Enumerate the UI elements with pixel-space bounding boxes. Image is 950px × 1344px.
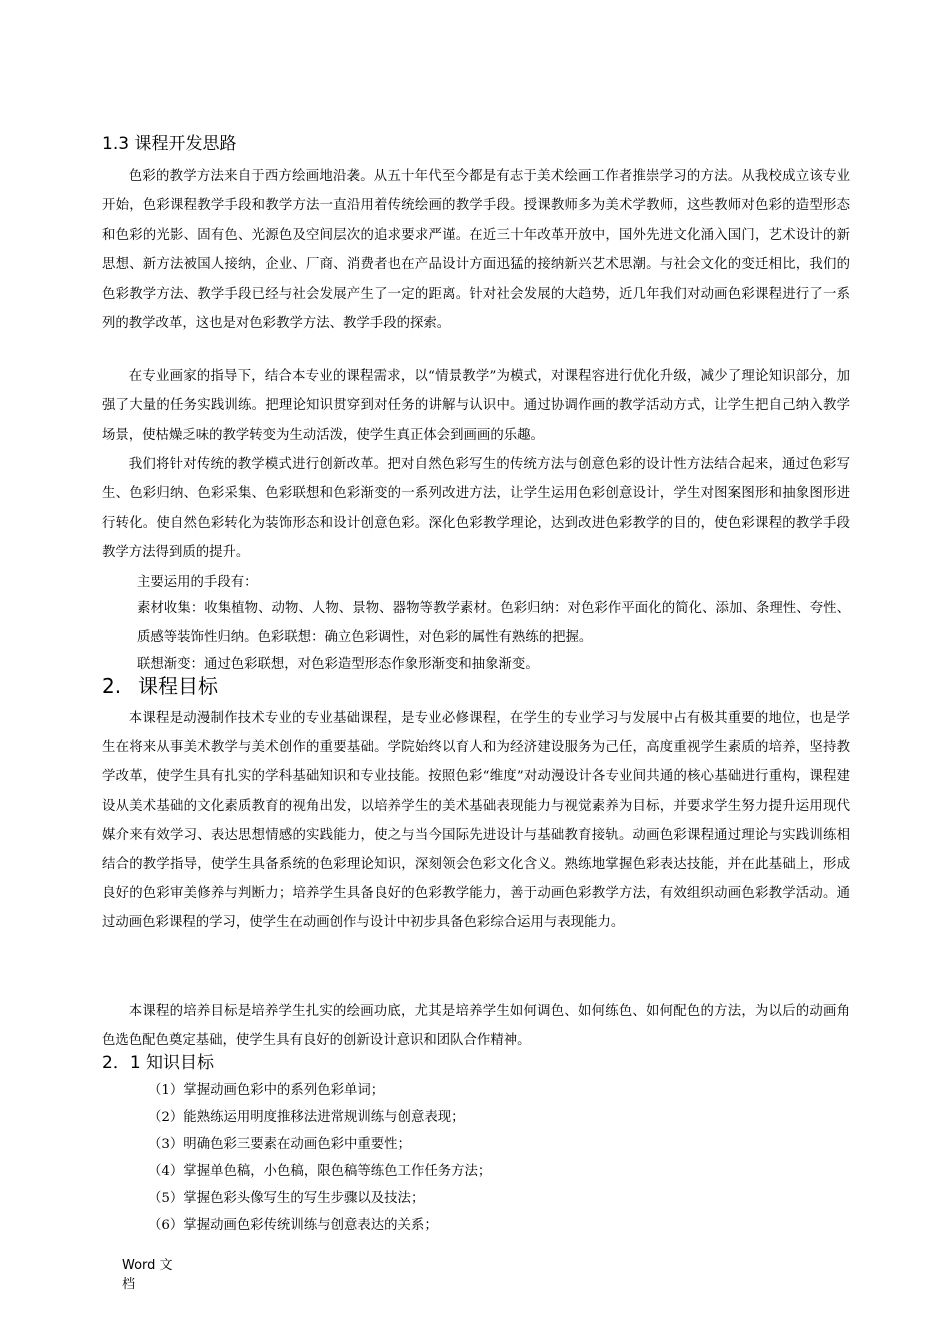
section-2-heading	[102, 672, 218, 700]
section-2-paragraph-1: 本课程是动漫制作技术专业的专业基础课程，是专业必修课程，在学生的专业学习与发展中占有极其重要的地位，也是学生在将来从事美术教学与美术创作的重要基础。学院始终以育人和为经济建设服务为己任，高度重视学生素质的培养，坚持教学改革，使学生具有扎实的学科基础知识和专业技能。按照色彩“维度”对动漫设计各专业间共通的核心基础进行重构，课程建设从美术基础的文化素质教育的视角出发，以培养学生的美术基础表现能力与视觉素养为目标，并要求学生努力提升运用现代媒介来有效学习、表达思想情感的实践能力，使之与当今国际先进设计与基础教育接轨。动画色彩课程通过理论与实践训练相结合的教学指导，使学生具备系统的色彩理论知识，深刻领会色彩文化含义。熟练地掌握色彩表达技能，并在此基础上，形成良好的色彩审美修养与判断力；培养学生具备良好的色彩教学能力，善于动画色彩教学方法，有效组织动画色彩教学活动。通过动画色彩课程的学习，使学生在动画创作与设计中初步具备色彩综合运用与表现能力。	[102, 711, 850, 931]
section-1-3-paragraph-3: 我们将针对传统的教学模式进行创新改革。把对自然色彩写生的传统方法与创意色彩的设计性方法结合起来，通过色彩写生、色彩归纳、色彩采集、色彩联想和色彩渐变的一系列改进方法，让学生运用色彩创意设计，学生对图案图形和抽象图形进行转化。使自然色彩转化为装饰形态和设计创意色彩。深化色彩教学理论，达到改进色彩教学的目的，使色彩课程的教学手段教学方法得到质的提升。	[102, 457, 850, 561]
knowledge-goal-item: （3）明确色彩三要素在动画色彩中重要性；	[148, 1137, 411, 1152]
means-item-gradient: 联想渐变：通过色彩联想，对色彩造型形态作象形渐变和抽象渐变。	[137, 657, 539, 672]
knowledge-goal-item: （6）掌握动画色彩传统训练与创意表达的关系；	[148, 1218, 438, 1233]
means-item-collection: 素材收集：收集植物、动物、人物、景物、器物等教学素材。色彩归纳：对色彩作平面化的简化、添加、条理性、夸性、质感等装饰性归纳。色彩联想：确立色彩调性，对色彩的属性有熟练的把握。	[137, 601, 850, 646]
section-2-number: 2.	[102, 674, 122, 698]
knowledge-goal-item: （2）能熟练运用明度推移法进常规训练与创意表现；	[148, 1110, 465, 1125]
knowledge-goal-item: （1）掌握动画色彩中的系列色彩单词；	[148, 1083, 385, 1098]
knowledge-goal-item: （4）掌握单色稿，小色稿，限色稿等练色工作任务方法；	[148, 1164, 492, 1179]
section-1-3-paragraph-2: 在专业画家的指导下，结合本专业的课程需求，以“情景教学”为模式，对课程容进行优化升级，减少了理论知识部分，加强了大量的任务实践训练。把理论知识贯穿到对任务的讲解与认识中。通过协调作画的教学活动方式，让学生把自己纳入教学场景，使枯燥乏味的教学转变为生动活泼，使学生真正体会到画画的乐趣。	[102, 369, 850, 443]
section-2-title: 课程目标	[138, 674, 218, 698]
page-footer: Word 文档	[122, 1258, 173, 1292]
section-1-3-heading: 1.3 课程开发思路	[102, 134, 237, 154]
means-label: 主要运用的手段有：	[137, 575, 258, 590]
section-1-3-paragraph-1: 色彩的教学方法来自于西方绘画地沿袭。从五十年代至今都是有志于美术绘画工作者推崇学习的方法。从我校成立该专业开始，色彩课程教学手段和教学方法一直沿用着传统绘画的教学手段。授课教师多为美术学教师，这些教师对色彩的造型形态和色彩的光影、固有色、光源色及空间层次的追求要求严谨。在近三十年改革开放中，国外先进文化涌入国门，艺术设计的新思想、新方法被国人接纳，企业、厂商、消费者也在产品设计方面迅猛的接纳新兴艺术思潮。与社会文化的变迁相比，我们的色彩教学方法、教学手段已经与社会发展产生了一定的距离。针对社会发展的大趋势，近几年我们对动画色彩课程进行了一系列的教学改革，这也是对色彩教学方法、教学手段的探索。	[102, 169, 850, 332]
knowledge-goal-item: （5）掌握色彩头像写生的写生步骤以及技法；	[148, 1191, 425, 1206]
section-2-1-heading: 2．1 知识目标	[102, 1053, 215, 1073]
section-2-paragraph-2: 本课程的培养目标是培养学生扎实的绘画功底，尤其是培养学生如何调色、如何练色、如何配色的方法，为以后的动画角色选色配色奠定基础，使学生具有良好的创新设计意识和团队合作精神。	[102, 1004, 850, 1049]
